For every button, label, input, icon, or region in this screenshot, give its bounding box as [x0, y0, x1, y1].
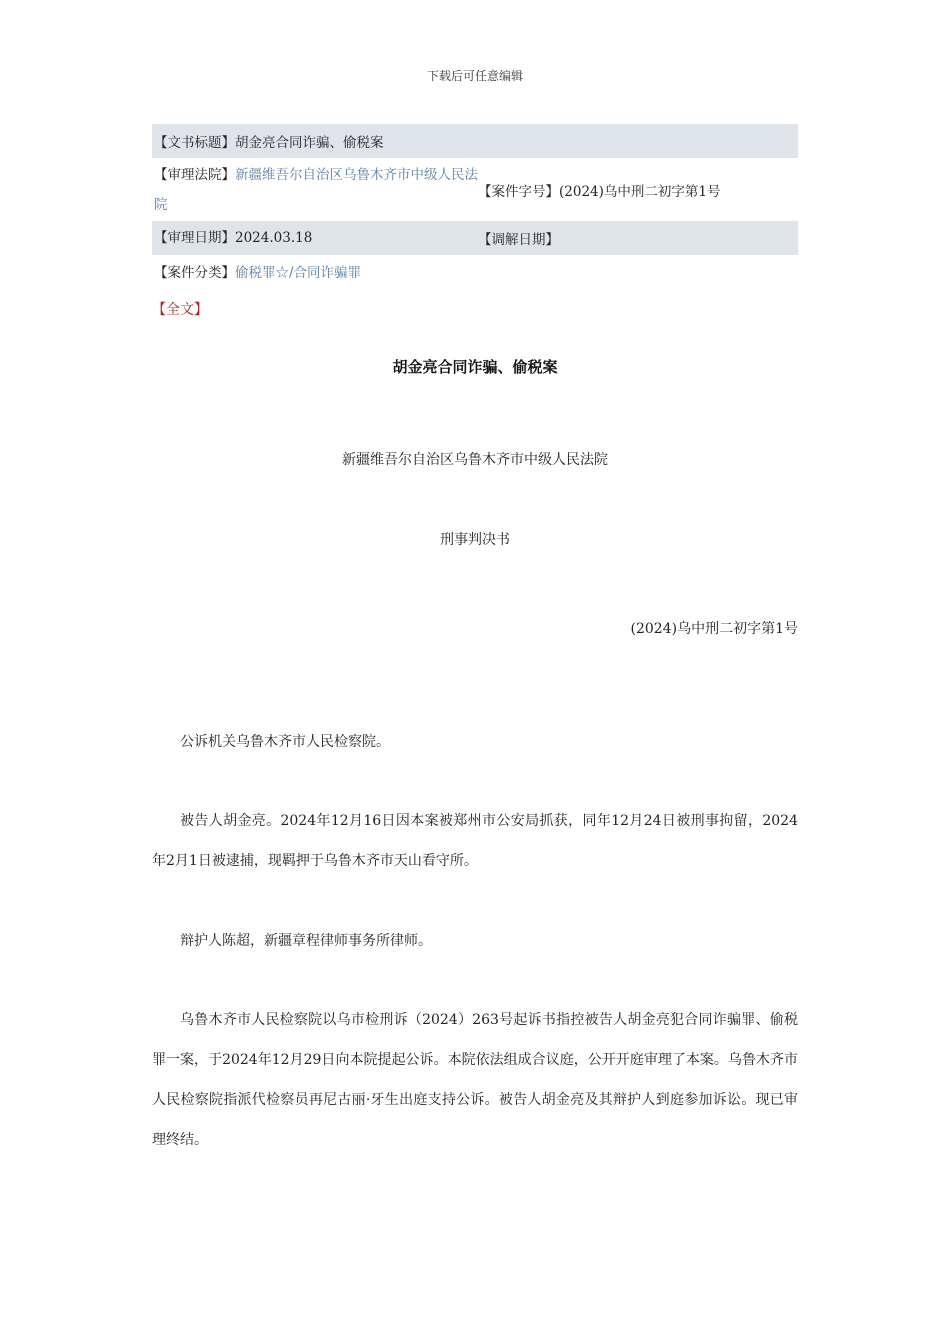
- paragraph-defendant: 被告人胡金亮。2024年12月16日因本案被郑州市公安局抓获，同年12月24日被刑事拘留，2024年2月1日被逮捕，现羁押于乌鲁木齐市天山看守所。: [152, 813, 798, 869]
- trial-date-label: 【审理日期】: [154, 230, 235, 246]
- category-label: 【案件分类】: [154, 265, 235, 281]
- trial-date-cell: [152, 223, 478, 253]
- trial-date-value: 2024.03.18: [235, 230, 313, 246]
- court-name: 新疆维吾尔自治区乌鲁木齐市中级人民法院: [342, 452, 608, 468]
- fulltext-label: 【全文】: [152, 302, 208, 318]
- paragraph-prosecutor: 公诉机关乌鲁木齐市人民检察院。: [180, 734, 390, 750]
- meta-row-dates: [152, 221, 798, 255]
- title-cell: [152, 131, 384, 151]
- court-label: 【审理法院】: [154, 166, 235, 183]
- court-cell: [152, 160, 478, 220]
- mediation-date-cell: [478, 228, 798, 248]
- mediation-date-label: 【调解日期】: [478, 232, 559, 248]
- case-no-value: (2024)乌中刑二初字第1号: [559, 183, 721, 200]
- meta-row-category: [152, 255, 798, 287]
- case-meta-table: [152, 124, 798, 287]
- paragraph-defender: 辩护人陈超，新疆章程律师事务所律师。: [180, 933, 432, 949]
- title-label: 【文书标题】: [154, 135, 235, 151]
- category-link[interactable]: 偷税罪☆/合同诈骗罪: [235, 265, 362, 281]
- document-title: 胡金亮合同诈骗、偷税案: [392, 358, 558, 376]
- header-note: 下载后可任意编辑: [426, 69, 523, 83]
- title-value: 胡金亮合同诈骗、偷税案: [235, 135, 384, 151]
- category-cell: [152, 261, 361, 281]
- court-link[interactable]: 新疆维吾尔自治区乌鲁木齐市中级人民法院: [154, 166, 478, 213]
- meta-row-court: [152, 158, 798, 221]
- case-no-cell: [478, 180, 798, 200]
- case-number: (2024)乌中刑二初字第1号: [630, 621, 798, 637]
- meta-row-title: [152, 124, 798, 158]
- case-no-label: 【案件字号】: [478, 183, 559, 200]
- document-type: 刑事判决书: [440, 532, 510, 548]
- paragraph-proceedings: 乌鲁木齐市人民检察院以乌市检刑诉（2024）263号起诉书指控被告人胡金亮犯合同诈骗罪、偷税罪一案，于2024年12月29日向本院提起公诉。本院依法组成合议庭，公开开庭审理了本案。乌鲁木齐市人民检察院指派代检察员再尼古丽·牙生出庭支持公诉。被告人胡金亮及其辩护人到庭参加诉讼。现已审理终结。: [152, 1012, 798, 1148]
